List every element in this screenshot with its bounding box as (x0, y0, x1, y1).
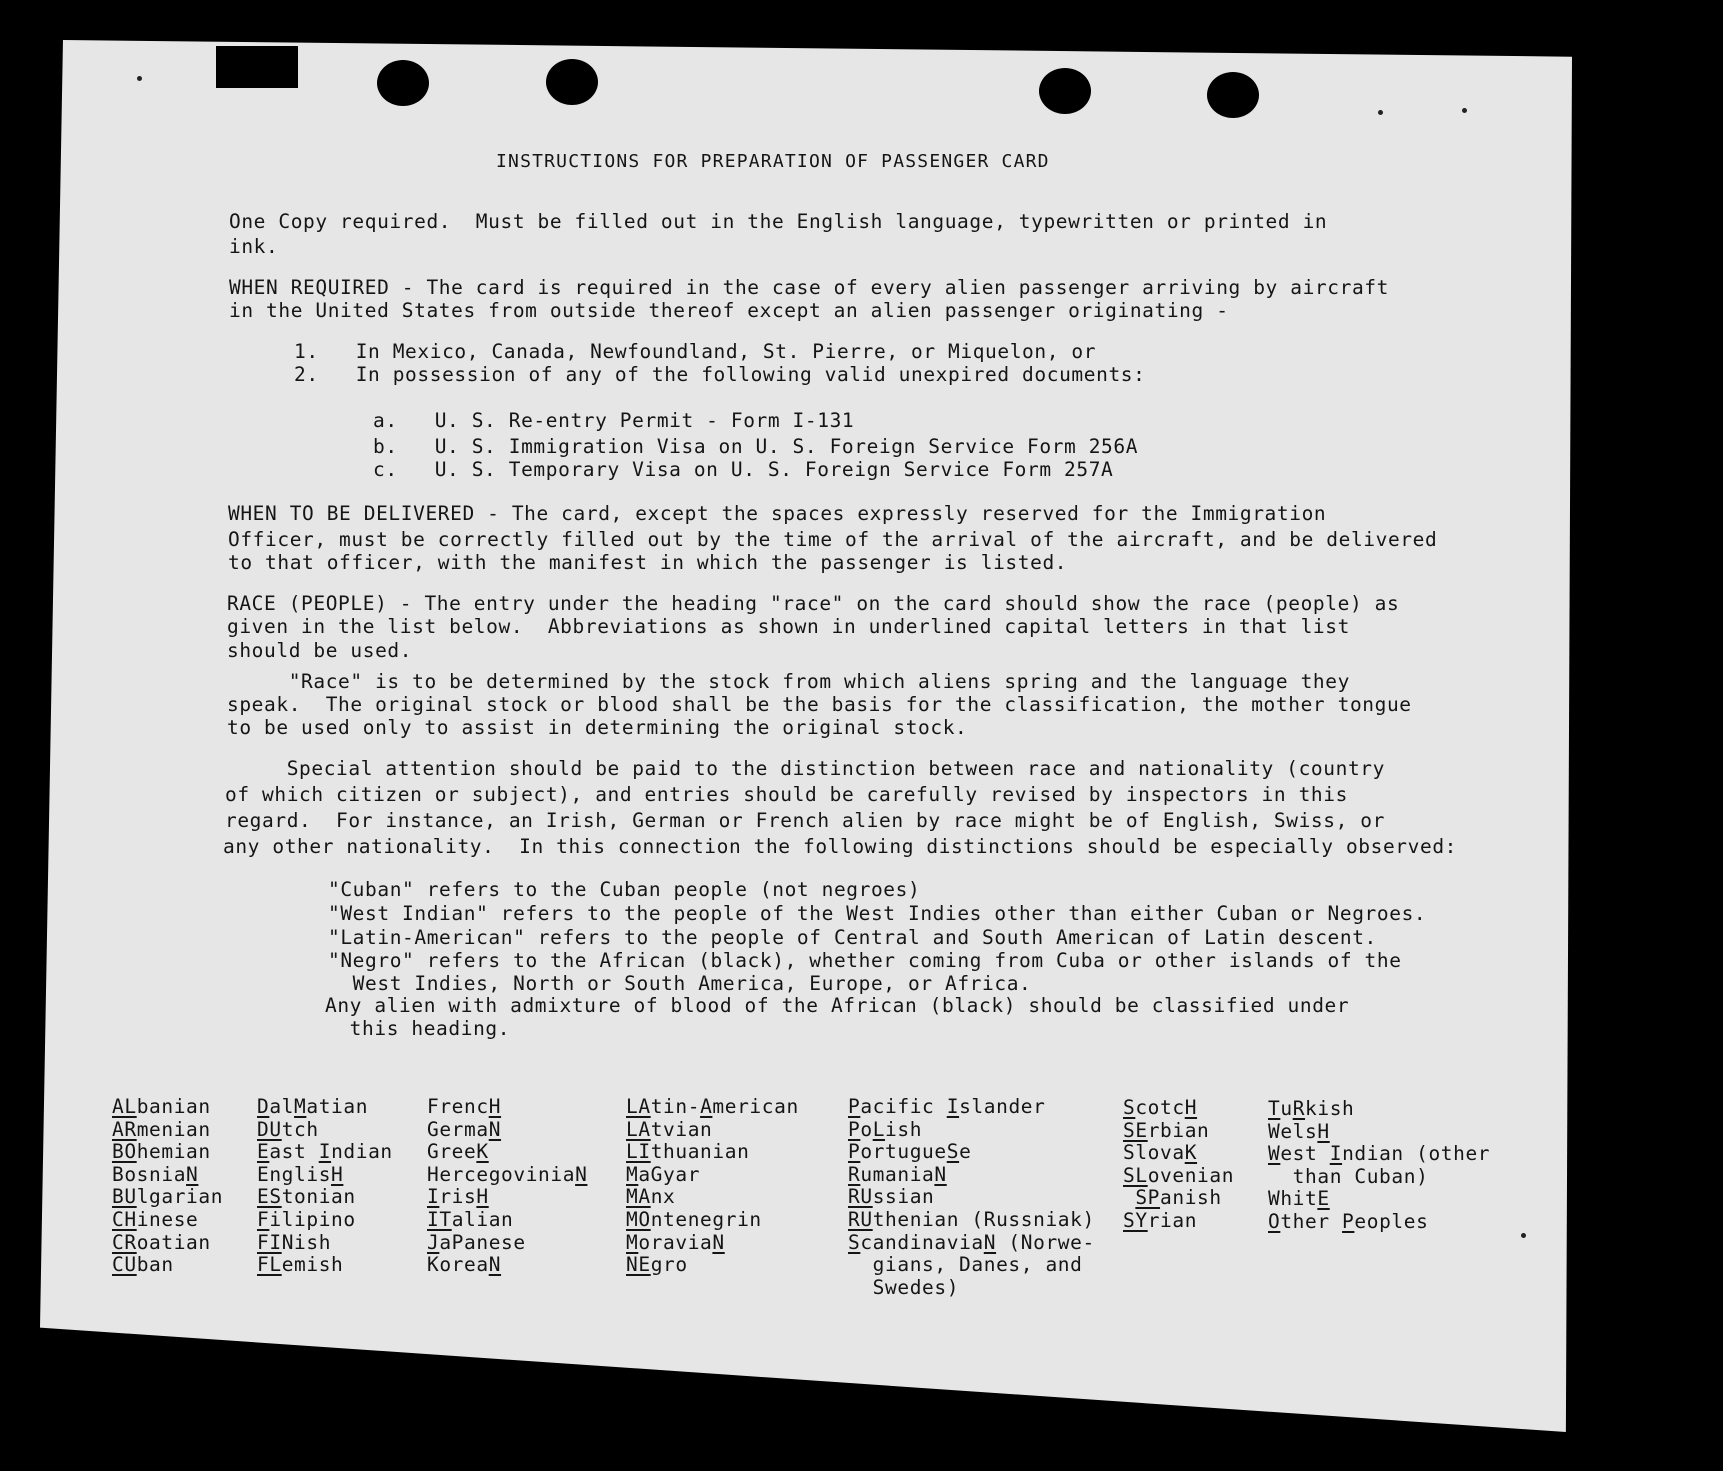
race-abbreviation: SE (1123, 1119, 1148, 1142)
race-text: tin- (650, 1095, 701, 1118)
race-list-entry (626, 1255, 688, 1275)
race-abbreviation: CR (112, 1231, 137, 1254)
race-list-entry (1123, 1211, 1197, 1231)
race-list-entry (626, 1165, 700, 1185)
race-list-entry (257, 1233, 331, 1253)
race-text: Slova (1123, 1141, 1185, 1164)
race-list-entry (626, 1097, 799, 1117)
race-list-entry (257, 1255, 343, 1275)
race-list-entry (112, 1210, 198, 1230)
race-text: aPanese (439, 1231, 526, 1254)
punch-hole (377, 60, 429, 106)
speck (1462, 108, 1467, 113)
race-list-entry (1268, 1144, 1490, 1164)
race-text: eoples (1354, 1210, 1429, 1233)
distinction-line: "West Indian" refers to the people of the West Indies other than either Cuban or Negroes. (328, 902, 1427, 925)
race-text: ortugue (860, 1140, 947, 1163)
race-list-entry (1268, 1189, 1330, 1209)
race-list-entry (112, 1120, 211, 1140)
race-abbreviation: DU (257, 1118, 282, 1141)
race-text: ssian (872, 1185, 935, 1208)
race-abbreviation: LA (626, 1095, 651, 1118)
race-text: rian (1147, 1209, 1198, 1232)
race-text: ilipino (269, 1208, 356, 1231)
race-text: oatian (136, 1231, 211, 1254)
race-text: ndian (331, 1140, 393, 1163)
race-list-entry (427, 1120, 501, 1140)
race-list-entry (112, 1233, 211, 1253)
lettered-item: b. U. S. Immigration Visa on U. S. Foreign Service Form 256A (373, 435, 1139, 458)
race-list-entry (848, 1233, 1095, 1253)
race-text: o (860, 1118, 873, 1141)
race-text: merican (712, 1095, 799, 1118)
race-abbreviation: BU (112, 1185, 137, 1208)
race-text: ban (136, 1253, 174, 1276)
race-text: Nish (281, 1231, 332, 1254)
race-list-entry (427, 1255, 501, 1275)
race-text: Englis (257, 1163, 332, 1186)
race-list-entry (1123, 1098, 1197, 1118)
race-abbreviation: A (700, 1095, 713, 1118)
race-list-entry (257, 1142, 393, 1162)
race-abbreviation: N (712, 1231, 725, 1254)
race-list-entry (626, 1233, 725, 1253)
race-abbreviation: E (257, 1140, 270, 1163)
special-attention-line: regard. For instance, an Irish, German or French alien by race might be of English, Swiss, or (225, 809, 1385, 832)
race-abbreviation: H (1184, 1096, 1198, 1119)
race-list-entry (427, 1187, 489, 1207)
race-abbreviation: P (848, 1095, 861, 1118)
when-required-line: in the United States from outside thereof except an alien passenger originating - (229, 299, 1229, 322)
race-text: ndian (other (1342, 1142, 1491, 1165)
race-text: thenian (Russniak) (872, 1208, 1095, 1231)
race-text: aGyar (638, 1163, 701, 1186)
race-text: Gree (427, 1140, 477, 1163)
race-text: hemian (136, 1140, 211, 1163)
distinction-line: West Indies, North or South America, Europe, or Africa. (328, 972, 1032, 995)
race-abbreviation: R (1292, 1097, 1306, 1120)
race-list-entry (626, 1210, 762, 1230)
race-list-entry (112, 1142, 211, 1162)
race-list-entry (427, 1097, 501, 1117)
race-list-entry (257, 1210, 356, 1230)
speck (137, 76, 142, 81)
race-abbreviation: BO (112, 1140, 137, 1163)
race-abbreviation: MA (626, 1185, 651, 1208)
when-delivered-line: Officer, must be correctly filled out by the time of the arrival of the aircraft, and be delivered (228, 528, 1438, 551)
race-text: est (1280, 1142, 1330, 1165)
race-list-entry (1123, 1121, 1209, 1141)
lettered-item: a. U. S. Re-entry Permit - Form I-131 (373, 409, 855, 432)
speck (1521, 1233, 1526, 1238)
race-abbreviation: N (488, 1253, 502, 1276)
race-text: Whit (1268, 1187, 1318, 1210)
race-text: al (269, 1095, 295, 1118)
race-abbreviation: N (186, 1163, 199, 1186)
race-text: slander (959, 1095, 1046, 1118)
race-list-entry (427, 1233, 526, 1253)
lettered-item: c. U. S. Temporary Visa on U. S. Foreign Service Form 257A (373, 458, 1114, 481)
race-abbreviation: RU (848, 1185, 873, 1208)
race-abbreviation: H (331, 1163, 344, 1186)
race-list-entry (848, 1187, 934, 1207)
race-text: ntenegrin (650, 1208, 762, 1231)
race-abbreviation: J (427, 1231, 440, 1254)
race-abbreviation: SL (1123, 1164, 1148, 1187)
numbered-item: 1. In Mexico, Canada, Newfoundland, St. Pierre, or Miquelon, or (294, 340, 1097, 363)
race-list-entry (626, 1187, 675, 1207)
when-delivered-line: to that officer, with the manifest in which the passenger is listed. (228, 551, 1068, 574)
race-text: banian (136, 1095, 211, 1118)
distinction-line: "Negro" refers to the African (black), whether coming from Cuba or other islands of the (328, 949, 1402, 972)
race-text: anish (1160, 1186, 1222, 1209)
race-abbreviation: P (848, 1140, 861, 1163)
race-text: Wels (1268, 1120, 1318, 1143)
race-list-entry (626, 1142, 749, 1162)
race-abbreviation: R (848, 1163, 861, 1186)
race-abbreviation: S (946, 1140, 960, 1163)
punch-hole (1039, 68, 1091, 114)
race-list-entry (112, 1187, 223, 1207)
race-abbreviation: L (872, 1118, 886, 1141)
race-list-entry (257, 1097, 368, 1117)
race-determined-line: to be used only to assist in determining the original stock. (227, 716, 968, 739)
intro-line: One Copy required. Must be filled out in the English language, typewritten or printed in (229, 210, 1328, 233)
race-list-entry (427, 1165, 587, 1185)
race-abbreviation: H (476, 1185, 489, 1208)
race-list-entry (848, 1120, 922, 1140)
race-abbreviation: FL (257, 1253, 282, 1276)
race-text: than Cuban) (1268, 1165, 1429, 1188)
race-list-entry (1268, 1122, 1330, 1142)
race-abbreviation: N (488, 1118, 502, 1141)
race-people-line: given in the list below. Abbreviations as shown in underlined capital letters in that list (227, 615, 1350, 638)
race-list-entry (848, 1278, 959, 1298)
special-attention-line: any other nationality. In this connection the following distinctions should be especially observed: (223, 835, 1457, 858)
race-text: gians, Danes, and (848, 1253, 1083, 1276)
race-list-entry (257, 1165, 343, 1185)
race-text: Germa (427, 1118, 489, 1141)
race-text: tch (281, 1118, 319, 1141)
race-text: tvian (650, 1118, 713, 1141)
race-list-entry (848, 1165, 947, 1185)
race-text: cotc (1135, 1096, 1185, 1119)
distinction-line: Any alien with admixture of blood of the African (black) should be classified under (325, 994, 1350, 1017)
race-abbreviation: NE (626, 1253, 651, 1276)
race-abbreviation: CU (112, 1253, 137, 1276)
race-list-entry (112, 1097, 211, 1117)
race-list-entry (848, 1210, 1095, 1230)
special-attention-line: of which citizen or subject), and entries should be carefully revised by inspectors in this (225, 783, 1348, 806)
race-text: gro (650, 1253, 688, 1276)
race-abbreviation: P (848, 1118, 861, 1141)
race-text: inese (136, 1208, 199, 1231)
race-list-entry (112, 1255, 174, 1275)
speck (1378, 110, 1383, 115)
race-list-entry (848, 1097, 1045, 1117)
race-list-entry (1268, 1099, 1354, 1119)
race-abbreviation: N (983, 1231, 997, 1254)
distinction-line: "Cuban" refers to the Cuban people (not negroes) (328, 878, 921, 901)
race-abbreviation: H (1317, 1120, 1330, 1143)
distinction-line: "Latin-American" refers to the people of Central and South American of Latin descent. (328, 926, 1377, 949)
race-text: menian (136, 1118, 211, 1141)
intro-line: ink. (229, 235, 279, 258)
race-text: ris (439, 1185, 477, 1208)
race-list-entry (1123, 1166, 1234, 1186)
race-list-entry (1123, 1188, 1222, 1208)
race-abbreviation: S (848, 1231, 861, 1254)
race-text: ish (885, 1118, 923, 1141)
race-abbreviation: FI (257, 1231, 282, 1254)
when-delivered-line: WHEN TO BE DELIVERED - The card, except the spaces expressly reserved for the Immigration (228, 502, 1327, 525)
punch-hole (1207, 72, 1259, 118)
race-abbreviation: T (1268, 1097, 1281, 1120)
race-text: (Norwe- (996, 1231, 1095, 1254)
race-text: u (1280, 1097, 1293, 1120)
race-abbreviation: M (626, 1163, 639, 1186)
race-abbreviation: H (488, 1095, 502, 1118)
race-abbreviation: RU (848, 1208, 873, 1231)
race-abbreviation: N (575, 1163, 588, 1186)
punch-hole (546, 59, 598, 105)
race-text: acific (860, 1095, 947, 1118)
race-list-entry (257, 1120, 319, 1140)
race-list-entry (1268, 1212, 1428, 1232)
race-text: ovenian (1147, 1164, 1235, 1187)
race-abbreviation: E (1317, 1187, 1330, 1210)
race-text: oravia (638, 1231, 713, 1254)
race-abbreviation: K (476, 1140, 489, 1163)
race-text: lgarian (136, 1185, 224, 1208)
race-list-entry (848, 1255, 1082, 1275)
race-abbreviation: F (257, 1208, 270, 1231)
race-text: nx (650, 1185, 676, 1208)
numbered-item: 2. In possession of any of the following valid unexpired documents: (294, 363, 1146, 386)
race-list-entry (427, 1210, 513, 1230)
race-text: alian (451, 1208, 514, 1231)
race-abbreviation: I (946, 1095, 960, 1118)
race-text: e (959, 1140, 972, 1163)
race-text: rbian (1147, 1119, 1210, 1142)
race-people-line: should be used. (227, 639, 413, 662)
race-abbreviation: LI (626, 1140, 651, 1163)
race-abbreviation: K (1184, 1141, 1198, 1164)
race-abbreviation: SP (1135, 1186, 1161, 1209)
race-abbreviation: N (934, 1163, 947, 1186)
distinction-line: this heading. (325, 1017, 511, 1040)
race-text: Swedes) (848, 1276, 960, 1299)
race-text: emish (281, 1253, 344, 1276)
race-text (1123, 1186, 1135, 1209)
race-text: tonian (281, 1185, 356, 1208)
race-list-entry (112, 1165, 198, 1185)
race-abbreviation: S (1123, 1096, 1136, 1119)
race-abbreviation: I (318, 1140, 332, 1163)
race-text: Frenc (427, 1095, 489, 1118)
race-abbreviation: M (294, 1095, 307, 1118)
race-abbreviation: LA (626, 1118, 651, 1141)
race-text: ther (1280, 1210, 1343, 1233)
race-list-entry (848, 1142, 971, 1162)
race-abbreviation: MO (626, 1208, 651, 1231)
race-text: Hercegovinia (427, 1163, 576, 1186)
race-text: Bosnia (112, 1163, 187, 1186)
punched-notch (216, 46, 298, 88)
race-abbreviation: I (427, 1185, 440, 1208)
race-text: kish (1305, 1097, 1355, 1120)
race-text: umania (860, 1163, 935, 1186)
race-text: atian (306, 1095, 369, 1118)
race-determined-line: speak. The original stock or blood shall be the basis for the classification, the mother tongue (227, 693, 1412, 716)
race-abbreviation: W (1268, 1142, 1281, 1165)
race-abbreviation: O (1268, 1210, 1281, 1233)
race-abbreviation: D (257, 1095, 270, 1118)
race-abbreviation: I (1329, 1142, 1343, 1165)
race-abbreviation: SY (1123, 1209, 1148, 1232)
race-list-entry (626, 1120, 712, 1140)
race-text: Korea (427, 1253, 489, 1276)
race-text: ast (269, 1140, 319, 1163)
when-required-line: WHEN REQUIRED - The card is required in the case of every alien passenger arriving by aircraft (229, 276, 1389, 299)
race-abbreviation: AL (112, 1095, 137, 1118)
special-attention-line: Special attention should be paid to the distinction between race and nationality (country (225, 757, 1385, 780)
race-abbreviation: AR (112, 1118, 137, 1141)
race-determined-line: "Race" is to be determined by the stock from which aliens spring and the language they (227, 670, 1350, 693)
page-title: INSTRUCTIONS FOR PREPARATION OF PASSENGER CARD (496, 151, 1050, 172)
race-abbreviation: M (626, 1231, 639, 1254)
race-list-entry (1123, 1143, 1197, 1163)
race-abbreviation: CH (112, 1208, 137, 1231)
race-abbreviation: P (1342, 1210, 1355, 1233)
race-text: candinavia (860, 1231, 984, 1254)
race-list-entry (257, 1187, 356, 1207)
race-list-entry (1268, 1167, 1428, 1187)
race-people-line: RACE (PEOPLE) - The entry under the heading "race" on the card should show the race (people) as (227, 592, 1400, 615)
race-text: thuanian (650, 1140, 750, 1163)
race-abbreviation: IT (427, 1208, 452, 1231)
race-abbreviation: ES (257, 1185, 282, 1208)
race-list-entry (427, 1142, 489, 1162)
